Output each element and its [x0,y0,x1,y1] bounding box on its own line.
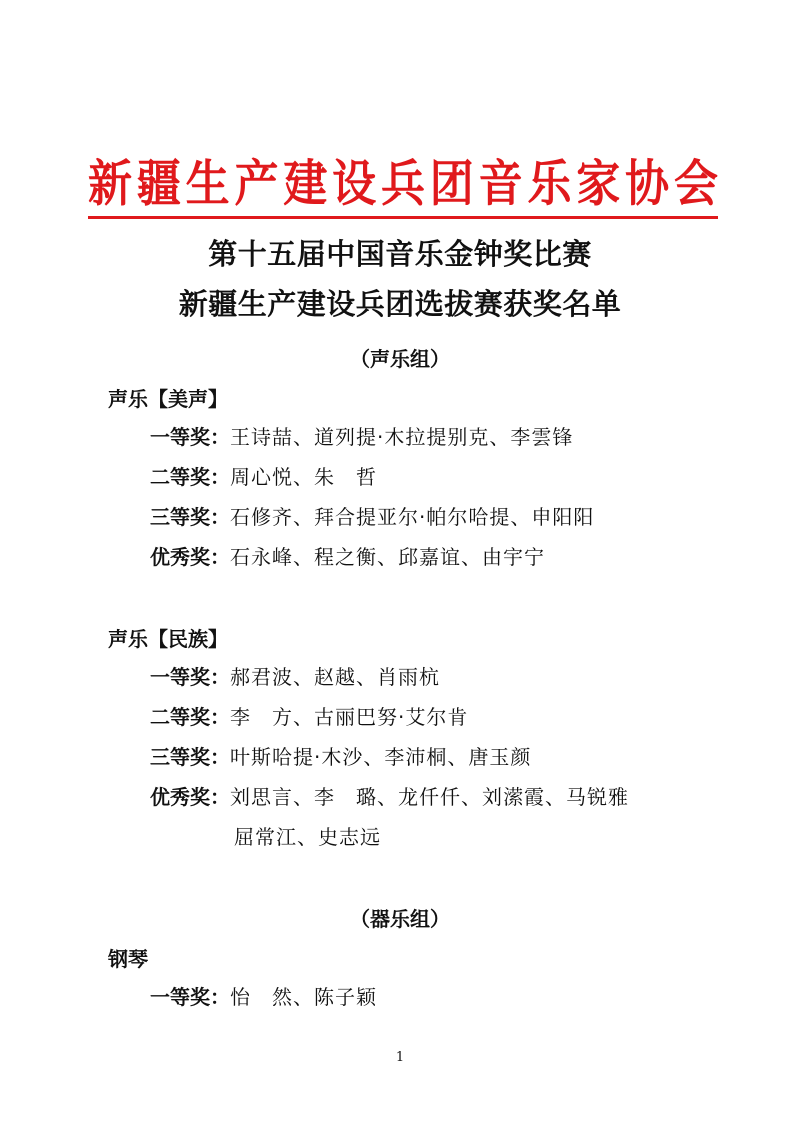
award-row [150,743,531,771]
org-letterhead-title [88,150,718,213]
org-title-char: 建 [283,155,328,213]
document-title-line-1: 第十五届中国音乐金钟奖比赛 [208,237,592,271]
org-title-char: 家 [576,155,621,213]
org-title-char: 协 [625,155,670,213]
org-title-char: 产 [234,155,279,213]
org-title-char: 团 [429,155,474,213]
org-title-char: 会 [673,155,718,213]
award-label: 一等奖： [150,665,230,689]
vocal-group-heading: （声乐组） [350,347,450,371]
award-names: 王诗喆、道列提·木拉提别克、李雲锋 [230,425,574,449]
award-names: 周心悦、朱 哲 [230,465,377,489]
org-title-char: 新 [88,155,132,213]
award-names: 怡 然、陈子颖 [230,985,377,1009]
org-title-char: 音 [478,155,523,213]
org-title-char: 设 [332,155,377,213]
category-piano: 钢琴 [108,947,148,971]
award-names: 石修齐、拜合提亚尔·帕尔哈提、申阳阳 [230,505,595,529]
org-title-char: 乐 [527,155,572,213]
award-label: 一等奖： [150,985,230,1009]
award-row [150,423,573,451]
award-row [150,543,545,571]
page-number: 1 [395,1050,405,1065]
category-bel-canto: 声乐【美声】 [108,387,228,411]
document-title-line-2: 新疆生产建设兵团选拔赛获奖名单 [178,287,622,321]
award-names: 郝君波、赵越、肖雨杭 [230,665,440,689]
org-title-char: 疆 [136,155,181,213]
award-label: 优秀奖： [150,545,230,569]
award-label: 二等奖： [150,705,230,729]
award-row [150,463,377,491]
category-folk: 声乐【民族】 [108,627,228,651]
org-title-char: 生 [185,155,230,213]
award-names: 刘思言、李 璐、龙仟仟、刘潆霞、马锐雅 [230,785,629,809]
award-row [150,783,629,811]
award-row [150,663,440,691]
award-label: 优秀奖： [150,785,230,809]
award-label: 二等奖： [150,465,230,489]
org-title-char: 兵 [380,155,425,213]
award-label: 一等奖： [150,425,230,449]
award-names-continuation: 屈常江、史志远 [234,825,381,849]
letterhead-divider [88,216,718,219]
instrumental-group-heading: （器乐组） [350,907,450,931]
award-row [150,703,468,731]
award-label: 三等奖： [150,745,230,769]
award-row [150,503,594,531]
award-row [150,983,377,1011]
award-names: 石永峰、程之衡、邱嘉谊、由宇宁 [230,545,545,569]
award-names: 叶斯哈提·木沙、李沛桐、唐玉颜 [230,745,532,769]
award-names: 李 方、古丽巴努·艾尔肯 [230,705,469,729]
award-label: 三等奖： [150,505,230,529]
